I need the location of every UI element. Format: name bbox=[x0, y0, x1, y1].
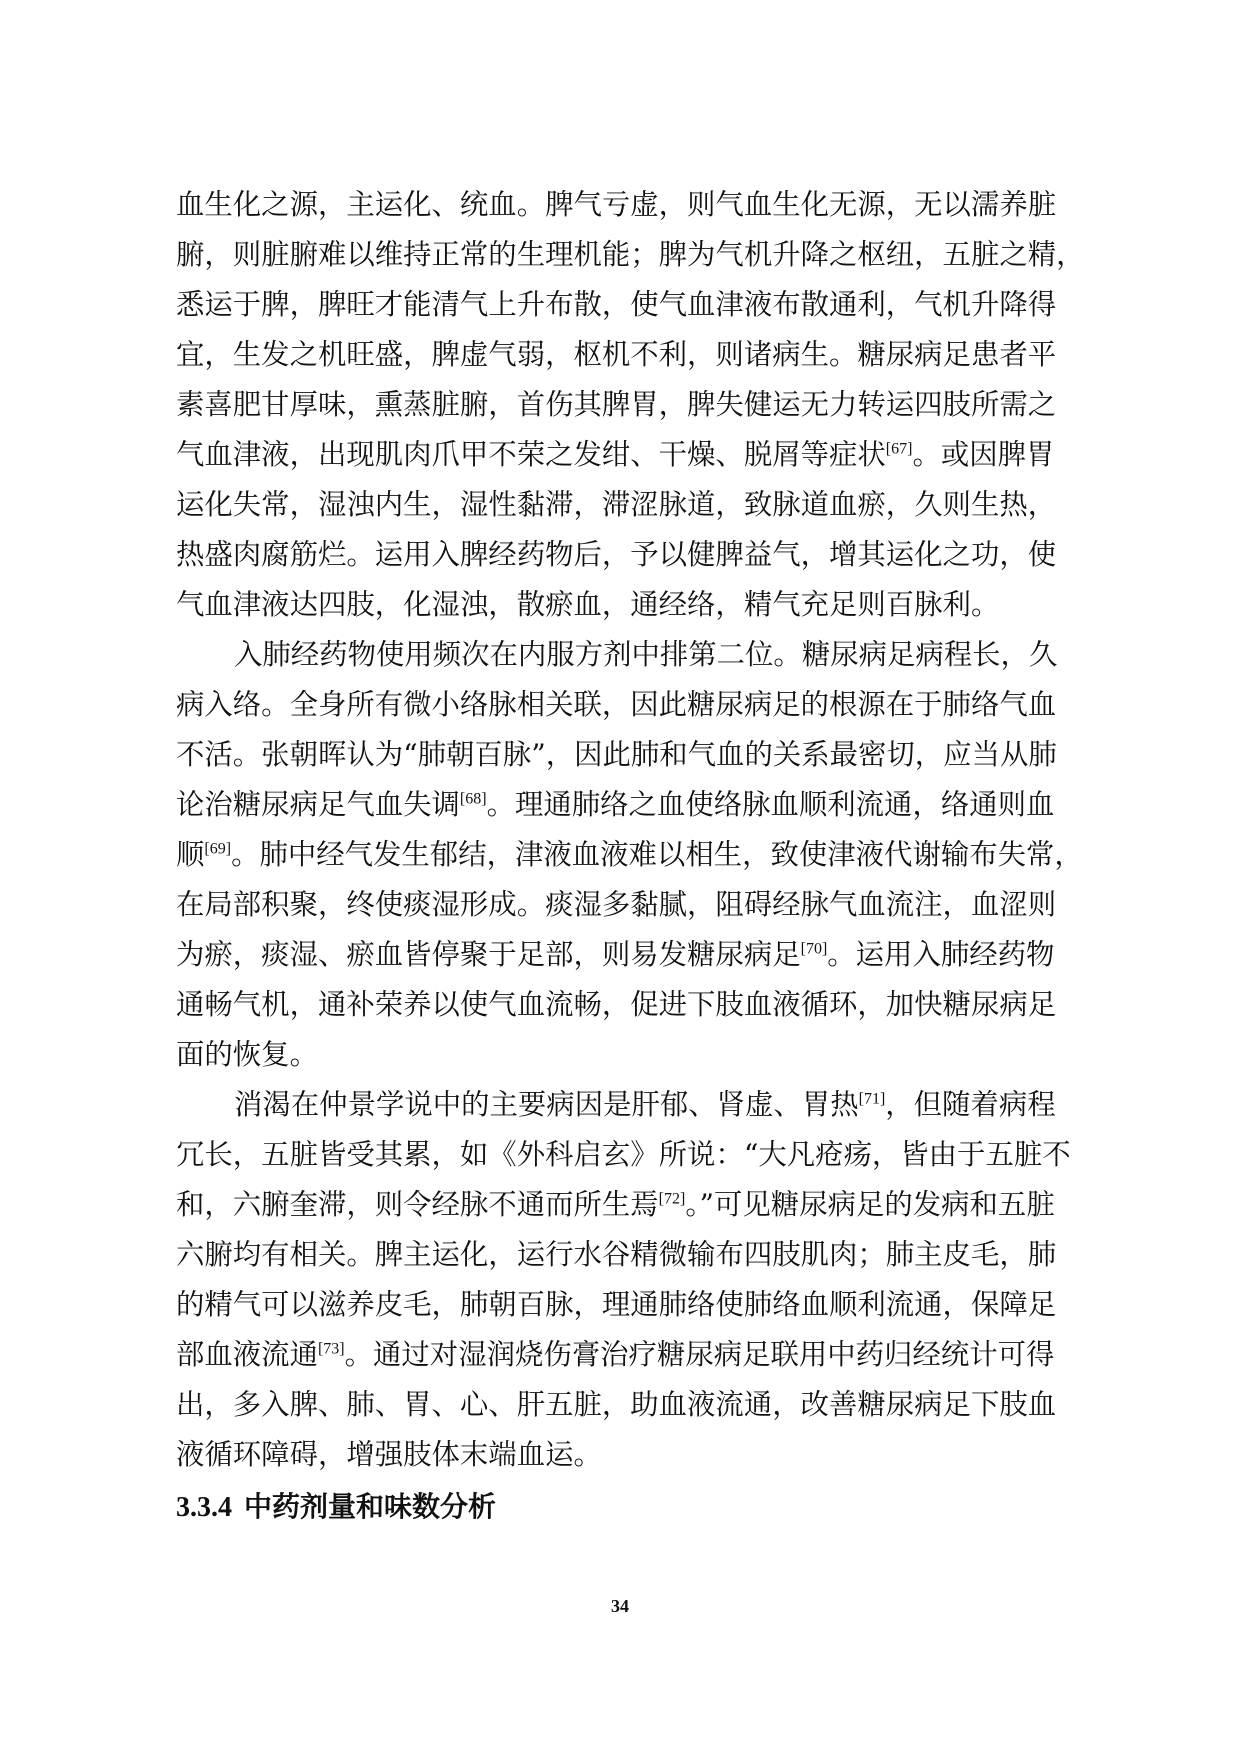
paragraph-3 bbox=[176, 1080, 1088, 1480]
text-line: 热盛肉腐筋烂。运用入脾经药物后，予以健脾益气，增其运化之功，使 bbox=[176, 538, 1057, 571]
text-line: 气血津液，出现肌肉爪甲不荣之发绀、干燥、脱屑等症状[67]。或因脾胃 bbox=[176, 438, 1055, 471]
text-line: 论治糖尿病足气血失调[68]。理通肺络之血使络脉血顺利流通，络通则血 bbox=[176, 788, 1055, 821]
text-line: 的精气可以滋养皮毛，肺朝百脉，理通肺络使肺络血顺利流通，保障足 bbox=[176, 1288, 1057, 1321]
section-title: 中药剂量和味数分析 bbox=[244, 1490, 497, 1523]
text-line: 不活。张朝晖认为“肺朝百脉”，因此肺和气血的关系最密切，应当从肺 bbox=[176, 738, 1057, 771]
text-line: 液循环障碍，增强肢体末端血运。 bbox=[176, 1438, 602, 1471]
citation-marker: [67] bbox=[885, 440, 913, 458]
text-line: 冗长，五脏皆受其累，如《外科启玄》所说：“大凡疮疡，皆由于五脏不 bbox=[176, 1138, 1071, 1171]
text-line: 腑，则脏腑难以维持正常的生理机能；脾为气机升降之枢纽，五脏之精， bbox=[176, 238, 1085, 271]
citation-marker: [71] bbox=[858, 1090, 886, 1108]
text-line: 宜，生发之机旺盛，脾虚气弱，枢机不利，则诸病生。糖尿病足患者平 bbox=[176, 338, 1057, 371]
text-line: 六腑均有相关。脾主运化，运行水谷精微输布四肢肌肉；肺主皮毛，肺 bbox=[176, 1238, 1057, 1271]
text-line: 顺[69]。肺中经气发生郁结，津液血液难以相生，致使津液代谢输布失常， bbox=[176, 838, 1083, 871]
text-line: 消渴在仲景学说中的主要病因是肝郁、肾虚、胃热[71]，但随着病程 bbox=[234, 1088, 1056, 1121]
text-line: 运化失常，湿浊内生，湿性黏滞，滞涩脉道，致脉道血瘀，久则生热， bbox=[176, 488, 1057, 521]
citation-marker: [69] bbox=[204, 840, 232, 858]
paragraph-1 bbox=[176, 180, 1088, 630]
text-line: 出，多入脾、肺、胃、心、肝五脏，助血液流通，改善糖尿病足下肢血 bbox=[176, 1388, 1057, 1421]
text-line: 在局部积聚，终使痰湿形成。痰湿多黏腻，阻碍经脉气血流注，血涩则 bbox=[176, 888, 1057, 921]
text-line: 和，六腑奎滞，则令经脉不通而所生焉[72]。”可见糖尿病足的发病和五脏 bbox=[176, 1188, 1055, 1221]
text-line: 气血津液达四肢，化湿浊，散瘀血，通经络，精气充足则百脉利。 bbox=[176, 588, 1000, 621]
text-line: 入肺经药物使用频次在内服方剂中排第二位。糖尿病足病程长，久 bbox=[234, 638, 1058, 671]
section-heading bbox=[176, 1482, 1088, 1532]
text-line: 素喜肥甘厚味，熏蒸脏腑，首伤其脾胃，脾失健运无力转运四肢所需之 bbox=[176, 388, 1057, 421]
citation-marker: [72] bbox=[658, 1190, 686, 1208]
citation-marker: [68] bbox=[459, 790, 487, 808]
body-text bbox=[176, 180, 1088, 1532]
citation-marker: [73] bbox=[317, 1340, 345, 1358]
text-line: 病入络。全身所有微小络脉相关联，因此糖尿病足的根源在于肺络气血 bbox=[176, 688, 1057, 721]
citation-marker: [70] bbox=[800, 940, 828, 958]
text-line: 血生化之源，主运化、统血。脾气亏虚，则气血生化无源，无以濡养脏 bbox=[176, 188, 1057, 221]
text-line: 悉运于脾，脾旺才能清气上升布散，使气血津液布散通利，气机升降得 bbox=[176, 288, 1057, 321]
text-line: 面的恢复。 bbox=[176, 1038, 318, 1071]
text-line: 通畅气机，通补荣养以使气血流畅，促进下肢血液循环，加快糖尿病足 bbox=[176, 988, 1057, 1021]
text-line: 为瘀，痰湿、瘀血皆停聚于足部，则易发糖尿病足[70]。运用入肺经药物 bbox=[176, 938, 1055, 971]
paragraph-2 bbox=[176, 630, 1088, 1080]
text-line: 部血液流通[73]。通过对湿润烧伤膏治疗糖尿病足联用中药归经统计可得 bbox=[176, 1338, 1055, 1371]
section-number: 3.3.4 bbox=[176, 1492, 232, 1523]
page-number: 34 bbox=[611, 1596, 629, 1616]
